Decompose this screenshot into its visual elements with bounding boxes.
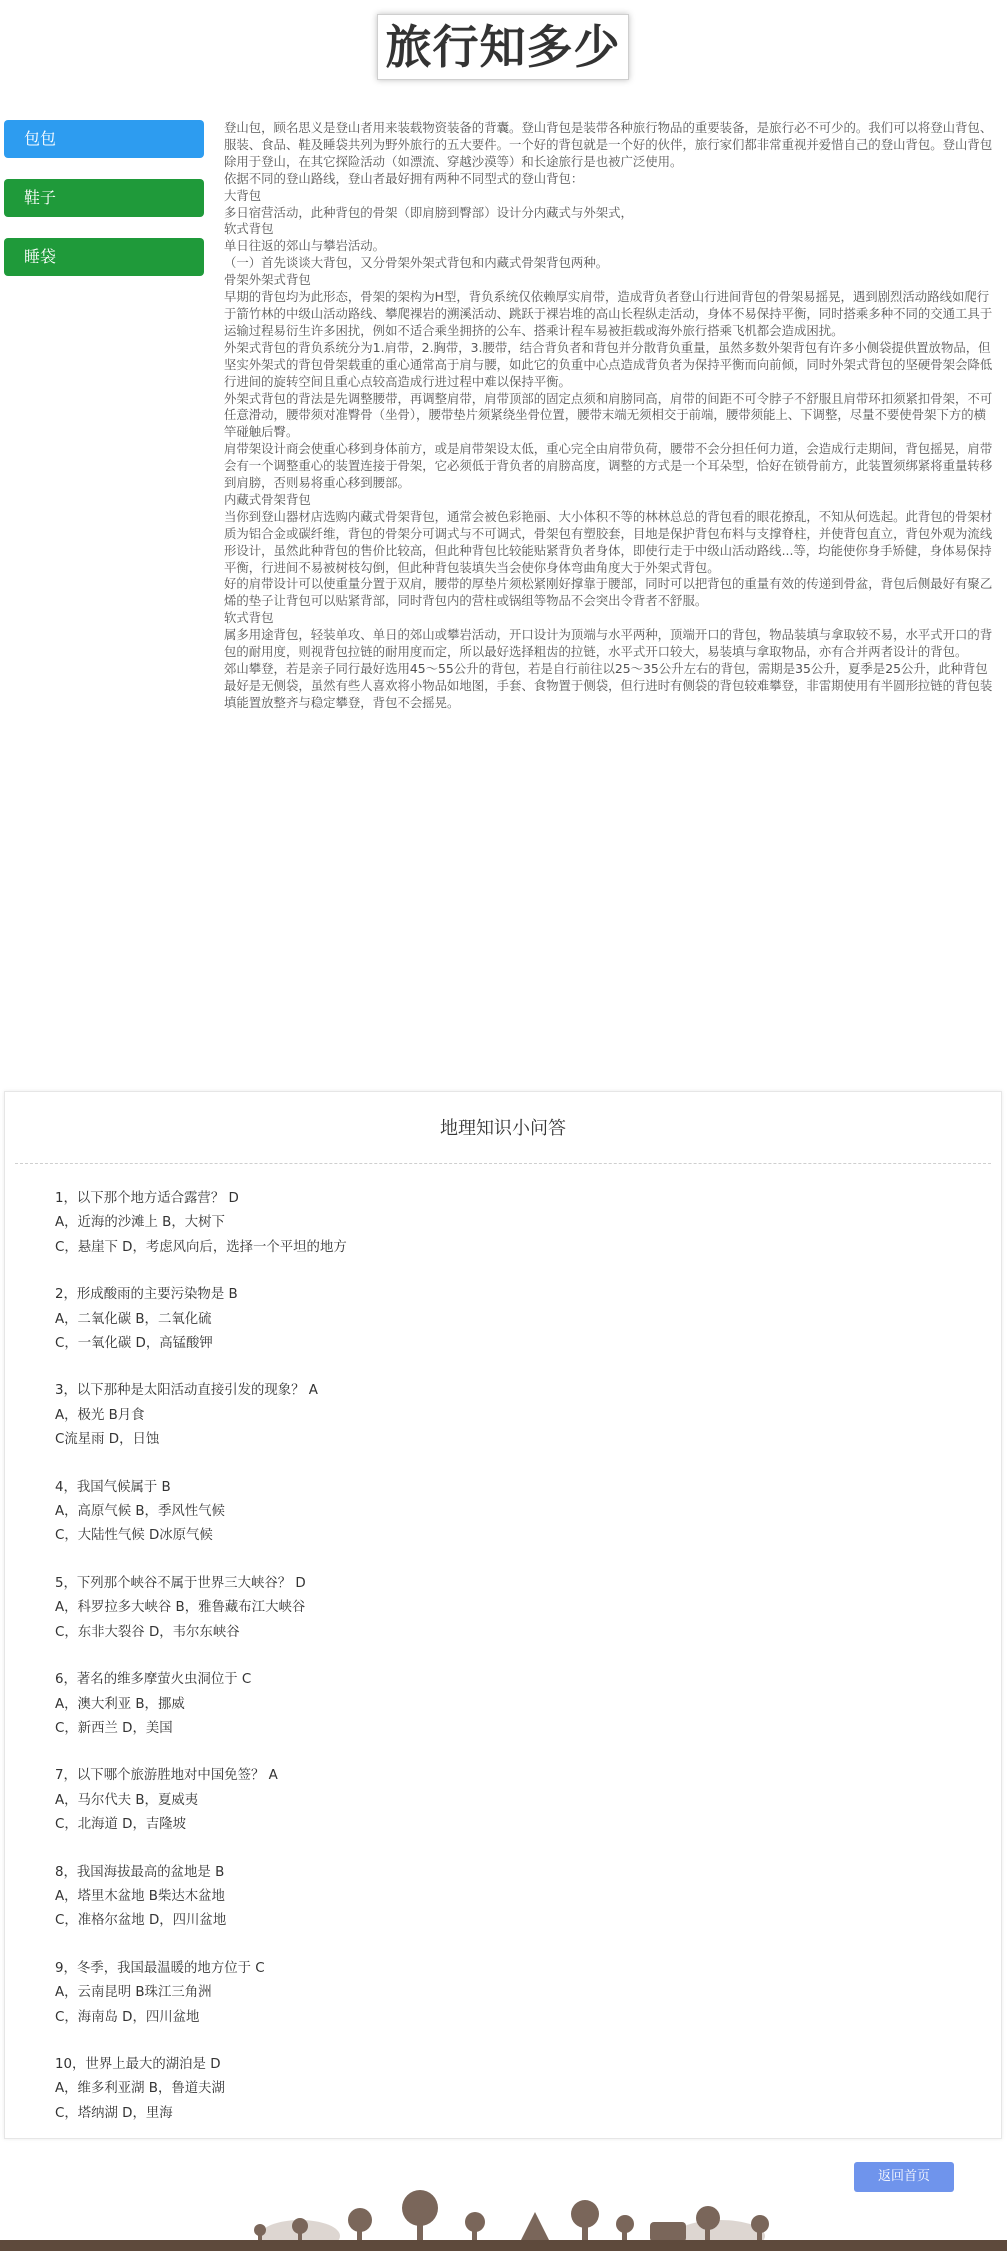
quiz-item: [55, 1668, 347, 1741]
quiz-options: A，澳大利亚 B，挪威: [55, 1696, 185, 1712]
article-paragraph: 肩带架设计商会使重心移到身体前方，或是肩带架设太低，重心完全由肩带负荷，腰带不会分担任何力道，会造成行走期间，背包摇晃，肩带会有一个调整重心的装置连接于骨架，它必须低于背负者的肩膀高度，调整的方式是一个耳朵型，恰好在锁骨前方，此装置须绑紧将重量转移到肩膀，否则易将重心移到腰部。: [224, 441, 993, 491]
sidebar-nav: [4, 120, 204, 297]
quiz-options: C，塔纳湖 D，里海: [55, 2105, 173, 2121]
quiz-options: A，科罗拉多大峡谷 B，雅鲁藏布江大峡谷: [55, 1600, 306, 1616]
quiz-item: [55, 1476, 347, 1549]
footer-scenery-illustration: [0, 2188, 1007, 2251]
article-paragraph: 大背包: [224, 187, 262, 203]
quiz-question: 3，以下那种是太阳活动直接引发的现象？ A: [55, 1383, 318, 1399]
quiz-item: [55, 2053, 347, 2126]
quiz-question: 5，下列那个峡谷不属于世界三大峡谷？ D: [55, 1575, 306, 1591]
article-paragraph: 郊山攀登，若是亲子同行最好选用45～55公升的背包，若是自行前往以25～35公升左右的背包，需期是35公升，夏季是25公升，此种背包最好是无侧袋，虽然有些人喜欢将小物品如地图，手套、食物置于侧袋，但行进时有侧袋的背包较难攀登，非雷期使用有半圆形拉链的背包装填能置放整齐与稳定攀登，背包不会摇晃。: [224, 661, 993, 710]
article-paragraph: （一）首先谈谈大背包，又分骨架外架式背包和内藏式骨架背包两种。: [224, 255, 609, 271]
footer-ground-band: [0, 2240, 1007, 2251]
article-paragraph: 依据不同的登山路线，登山者最好拥有两种不同型式的登山背包：: [224, 170, 584, 186]
sidebar-item-shoes[interactable]: 鞋子: [4, 179, 204, 217]
article-content: [224, 120, 996, 712]
quiz-options: C，北海道 D，吉隆坡: [55, 1817, 187, 1833]
quiz-item: [55, 1283, 347, 1356]
quiz-question: 1，以下那个地方适合露营？ D: [55, 1191, 239, 1206]
quiz-options: A，塔里木盆地 B柴达木盆地: [55, 1888, 225, 1904]
quiz-options: C，准格尔盆地 D，四川盆地: [55, 1913, 227, 1929]
quiz-panel: [4, 1091, 1002, 2139]
quiz-question: 9，冬季，我国最温暖的地方位于 C: [55, 1960, 265, 1976]
article-paragraph: 早期的背包均为此形态，骨架的架构为H型，背负系统仅依赖厚实肩带，造成背负者登山行进间背包的骨架易摇晃，遇到剧烈活动路线如爬行于箭竹林的中级山活动路线、攀爬裸岩的溯溪活动、跳跃于裸岩堆的高山长程纵走活动，身体不易保持平衡，同时搭乘多种不同的交通工具于运输过程易衍生许多困扰，例如不适合乘坐拥挤的公车、搭乘计程车易被拒载或海外旅行搭乘飞机都会造成困扰。: [224, 289, 993, 338]
quiz-options: A，维多利亚湖 B，鲁道夫湖: [55, 2081, 225, 2097]
quiz-question: 2，形成酸雨的主要污染物是 B: [55, 1287, 238, 1303]
quiz-title: 地理知识小问答: [440, 1118, 566, 1139]
quiz-options: C，悬崖下 D，考虑风向后，选择一个平坦的地方: [55, 1239, 347, 1255]
sidebar-item-sleeping-bags[interactable]: 睡袋: [4, 238, 204, 276]
quiz-options: A，云南昆明 B珠江三角洲: [55, 1985, 212, 2001]
quiz-options: C，大陆性气候 D冰原气候: [55, 1528, 213, 1544]
quiz-options: A，高原气候 B，季风性气候: [55, 1504, 225, 1520]
article-paragraph: 属多用途背包，轻装单攻、单日的郊山或攀岩活动，开口设计为顶端与水平两种，顶端开口的背包，物品装填与拿取较不易，水平式开口的背包的耐用度，则视背包拉链的耐用度而定，所以最好选择粗齿的拉链，水平式开口较大，易装填与拿取物品，亦有合并两者设计的背包。: [224, 627, 993, 660]
article-paragraph: 软式背包: [224, 221, 274, 237]
quiz-options: A，二氧化碳 B，二氧化硫: [55, 1311, 212, 1327]
quiz-question: 8，我国海拔最高的盆地是 B: [55, 1864, 225, 1880]
article-paragraph: 外架式背包的背负系统分为1.肩带，2.胸带，3.腰带，结合背负者和背包并分散背负重量，虽然多数外架背包有许多小侧袋提供置放物品，但坚实外架式的背包骨架载重的重心通常高于肩与腰，如此它的负重中心点造成背负者为保持平衡而向前倾，同时外架式背包的坚硬骨架会降低行进间的旋转空间且重心点较高造成行进过程中难以保持平衡。: [224, 339, 993, 389]
back-to-home-button[interactable]: 返回首页: [854, 2162, 954, 2192]
quiz-question: 10，世界上最大的湖泊是 D: [55, 2056, 221, 2072]
article-paragraph: 软式背包: [224, 610, 274, 626]
quiz-options: C，东非大裂谷 D，韦尔东峡谷: [55, 1624, 240, 1640]
quiz-options: C，海南岛 D，四川盆地: [55, 2009, 200, 2025]
article-paragraph: 骨架外架式背包: [224, 272, 311, 288]
quiz-options: A，马尔代夫 B，夏威夷: [55, 1792, 199, 1808]
article-paragraph: 当你到登山器材店选购内藏式骨架背包，通常会被色彩艳丽、大小体积不等的林林总总的背包看的眼花撩乱，不知从何选起。此背包的骨架材质为铝合金或碳纤维，背包的骨架分可调式与不可调式，骨架包有塑胶套，目地是保护背包布料与支撑脊柱，并使背包直立，背包外观为流线形设计，虽然此种背包的售价比较高，但此种背包比较能贴紧背负者身体，即使行走于中级山活动路线...等，均能使你身手矫健，身体易保持平衡，行进间不易被树枝勾倒，但此种背包装填失当会使你身体弯曲角度大于外架式背包。: [224, 508, 993, 575]
article-paragraph: 内藏式骨架背包: [224, 491, 311, 507]
quiz-question: 7，以下哪个旅游胜地对中国免签？ A: [55, 1768, 278, 1784]
article-paragraph: 好的肩带设计可以使重量分置于双肩，腰带的厚垫片须松紧刚好撑靠于腰部，同时可以把背包的重量有效的传递到骨盆，背包后侧最好有聚乙烯的垫子让背包可以贴紧背部，同时背包内的营柱或锅组等物品不会突出令背者不舒服。: [224, 576, 993, 609]
quiz-options: C流星雨 D，日蚀: [55, 1432, 160, 1448]
quiz-item: [55, 1572, 347, 1645]
article-paragraph: 多日宿营活动，此种背包的骨架（即肩膀到臀部）设计分内藏式与外架式，: [224, 204, 633, 220]
quiz-item: [55, 1187, 347, 1260]
quiz-options: A，极光 B月食: [55, 1407, 145, 1423]
article-paragraph: 单日往返的郊山与攀岩活动。: [224, 238, 386, 254]
quiz-question: 6，著名的维多摩萤火虫洞位于 C: [55, 1672, 252, 1688]
quiz-item: [55, 1861, 347, 1934]
quiz-options: C，新西兰 D，美国: [55, 1720, 173, 1736]
sidebar-item-bags[interactable]: 包包: [4, 120, 204, 158]
quiz-question: 4，我国气候属于 B: [55, 1479, 171, 1495]
quiz-item: [55, 1957, 347, 2030]
quiz-item: [55, 1764, 347, 1837]
page-title: 旅行知多少: [377, 14, 629, 80]
article-paragraph: 登山包，顾名思义是登山者用来装载物资装备的背囊。登山背包是装带各种旅行物品的重要装备，是旅行必不可少的。我们可以将登山背包、服装、食品、鞋及睡袋共列为野外旅行的五大要件。一个好的背包就是一个好的伙伴，旅行家们都非常重视并爱惜自己的登山背包。登山背包除用于登山，在其它探险活动（如漂流、穿越沙漠等）和长途旅行是也被广泛使用。: [224, 120, 993, 169]
quiz-list: [55, 1187, 347, 2149]
quiz-options: A，近海的沙滩上 B，大树下: [55, 1215, 225, 1231]
article-paragraph: 外架式背包的背法是先调整腰带，再调整肩带，肩带顶部的固定点须和肩膀同高，肩带的间距不可令脖子不舒服且肩带环扣须紧扣骨架，不可任意滑动，腰带须对准臀骨（坐骨），腰带垫片须紧绕坐骨位置，腰带末端无须相交于前端，腰带须能上、下调整，尽量不要使骨架下方的横竿碰触后臀。: [224, 390, 993, 440]
quiz-divider: [15, 1163, 991, 1164]
quiz-item: [55, 1379, 347, 1452]
quiz-options: C，一氧化碳 D，高锰酸钾: [55, 1336, 213, 1352]
